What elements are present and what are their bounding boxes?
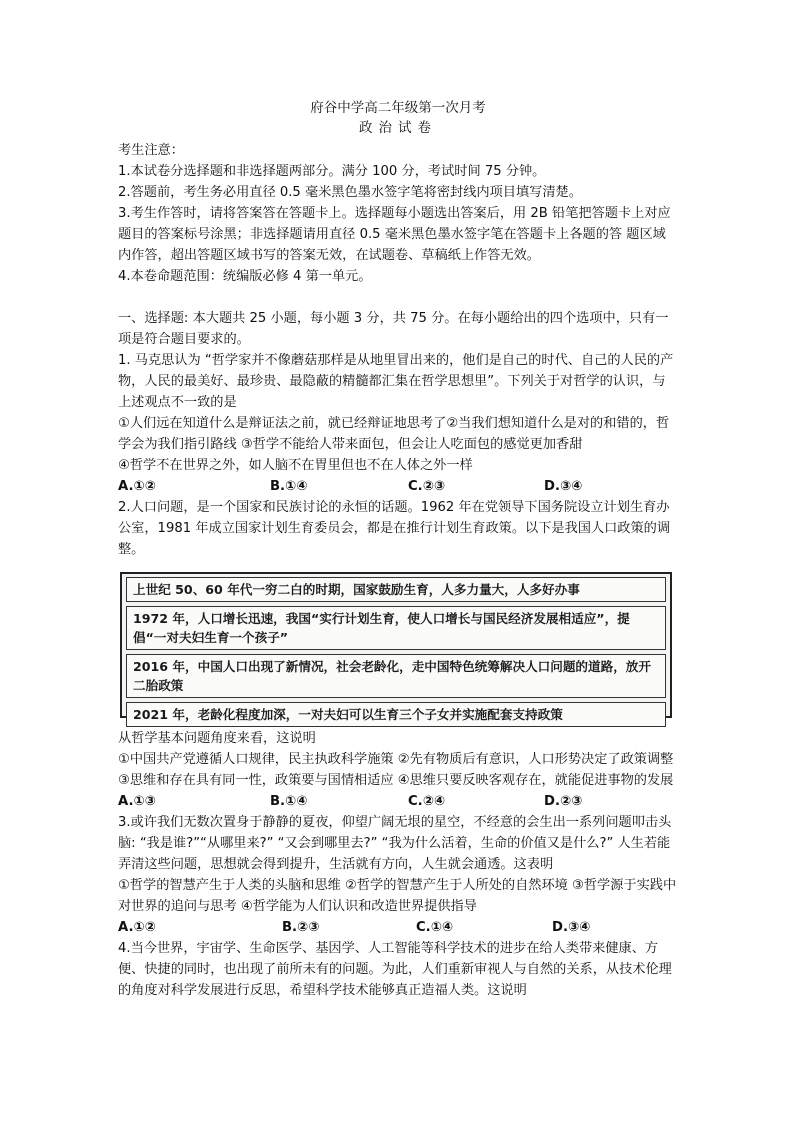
policy-row: 上世纪 50、60 年代一穷二白的时期，国家鼓励生育，人多力量大，人多好办事 <box>126 577 666 602</box>
question-statements: ①中国共产党遵循人口规律，民主执政科学施策 ②先有物质后有意识，人口形势决定了政策调整 ③思维和存在具有同一性，政策要与国情相适应 ④思维只要反映客观存在，就能促进事物的发展 <box>118 752 674 788</box>
question-stem: 2.人口问题，是一个国家和民族讨论的永恒的话题。1962 年在党领导下国务院设立计划生育办公室，1981 年成立国家计划生育委员会，都是在推行计划生育政策。以下是我国人口政策的调整。 <box>118 500 671 557</box>
policy-row: 2016 年，中国人口出现了新情况，社会老龄化，走中国特色统筹解决人口问题的道路，放开二胎政策 <box>126 654 666 698</box>
option-a: A.①② <box>118 920 156 935</box>
question-1 <box>118 350 678 497</box>
question-statements: ④哲学不在世界之外，如人脑不在胃里但也不在人体之外一样 <box>118 458 473 473</box>
question-3 <box>118 812 678 938</box>
option-d: D.②③ <box>544 794 583 809</box>
question-statements: ①人们远在知道什么是辩证法之前，就已经辩证地思考了②当我们想知道什么是对的和错的，哲学会为我们指引路线 ③哲学不能给人带来面包，但会让人吃面包的感觉更加香甜 <box>118 416 670 452</box>
exam-title: 府谷中学高二年级第一次月考 <box>310 100 486 116</box>
policy-row: 2021 年，老龄化程度加深，一对夫妇可以生育三个子女并实施配套支持政策 <box>126 702 666 727</box>
option-d: D.③④ <box>552 920 591 935</box>
notice-block <box>118 140 678 287</box>
option-a: A.①③ <box>118 794 156 809</box>
notice-item: 4.本卷命题范围：统编版必修 4 第一单元。 <box>118 269 372 284</box>
answer-options <box>118 476 678 497</box>
answer-options <box>118 917 678 938</box>
section-heading: 一、选择题: 本大题共 25 小题，每小题 3 分，共 75 分。在每小题给出的四个选项中，只有一项是符合题目要求的。 <box>118 311 669 347</box>
notice-heading: 考生注意： <box>118 143 184 158</box>
question-stem: 4.当今世界，宇宙学、生命医学、基因学、人工智能等科学技术的进步在给人类带来健康、方便、快捷的同时，也出现了前所未有的问题。为此，人们重新审视人与自然的关系，从技术伦理的角度对科学发展进行反思，希望科学技术能够真正造福人类。这说明 <box>118 941 672 998</box>
exam-page <box>118 98 678 1001</box>
question-2 <box>118 497 678 812</box>
option-b: B.①④ <box>270 794 308 809</box>
option-b: B.②③ <box>282 920 320 935</box>
question-prompt: 从哲学基本问题角度来看，这说明 <box>118 731 316 746</box>
option-a: A.①② <box>118 479 156 494</box>
question-4 <box>118 938 678 1001</box>
option-c: C.②③ <box>408 479 446 494</box>
option-c: C.①④ <box>416 920 454 935</box>
option-b: B.①④ <box>270 479 308 494</box>
exam-subtitle: 政治试卷 <box>359 120 437 136</box>
population-policy-table <box>120 572 672 722</box>
notice-item: 1.本试卷分选择题和非选择题两部分。满分 100 分，考试时间 75 分钟。 <box>118 164 546 179</box>
policy-row: 1972 年，人口增长迅速，我国“实行计划生育，使人口增长与国民经济发展相适应”，提倡“一对夫妇生育一个孩子” <box>126 606 666 650</box>
question-stem: 3.或许我们无数次置身于静静的夏夜，仰望广阔无垠的星空，不经意的会生出一系列问题叩击头脑: “我是谁?”“从哪里来?” “又会到哪里去?” “我为什么活着，生命的价值又是什么?” 人生若能弄清这些问题，思想就会得到提升，生活就有方向，人生就会通透。这表明 <box>118 815 672 872</box>
answer-options <box>118 791 678 812</box>
notice-item: 3.考生作答时，请将答案答在答题卡上。选择题每小题选出答案后，用 2B 铅笔把答题卡上对应题目的答案标号涂黑；非选择题请用直径 0.5 毫米黑色墨水签字笔在答题卡上各题的答 题区域内作答，超出答题区域书写的答案无效，在试题卷、草稿纸上作答无效。 <box>118 206 671 263</box>
option-c: C.②④ <box>408 794 446 809</box>
question-statements: ①哲学的智慧产生于人类的头脑和思维 ②哲学的智慧产生于人所处的自然环境 ③哲学源于实践中对世界的追问与思考 ④哲学能为人们认识和改造世界提供指导 <box>118 878 677 914</box>
question-stem: 1. 马克思认为 “哲学家并不像蘑菇那样是从地里冒出来的，他们是自己的时代、自己的人民的产物，人民的最美好、最珍贵、最隐蔽的精髓都汇集在哲学思想里”。下列关于对哲学的认识，与上述观点不一致的是 <box>118 353 674 410</box>
option-d: D.③④ <box>544 479 583 494</box>
notice-item: 2.答题前，考生务必用直径 0.5 毫米黑色墨水签字笔将密封线内项目填写清楚。 <box>118 185 582 200</box>
